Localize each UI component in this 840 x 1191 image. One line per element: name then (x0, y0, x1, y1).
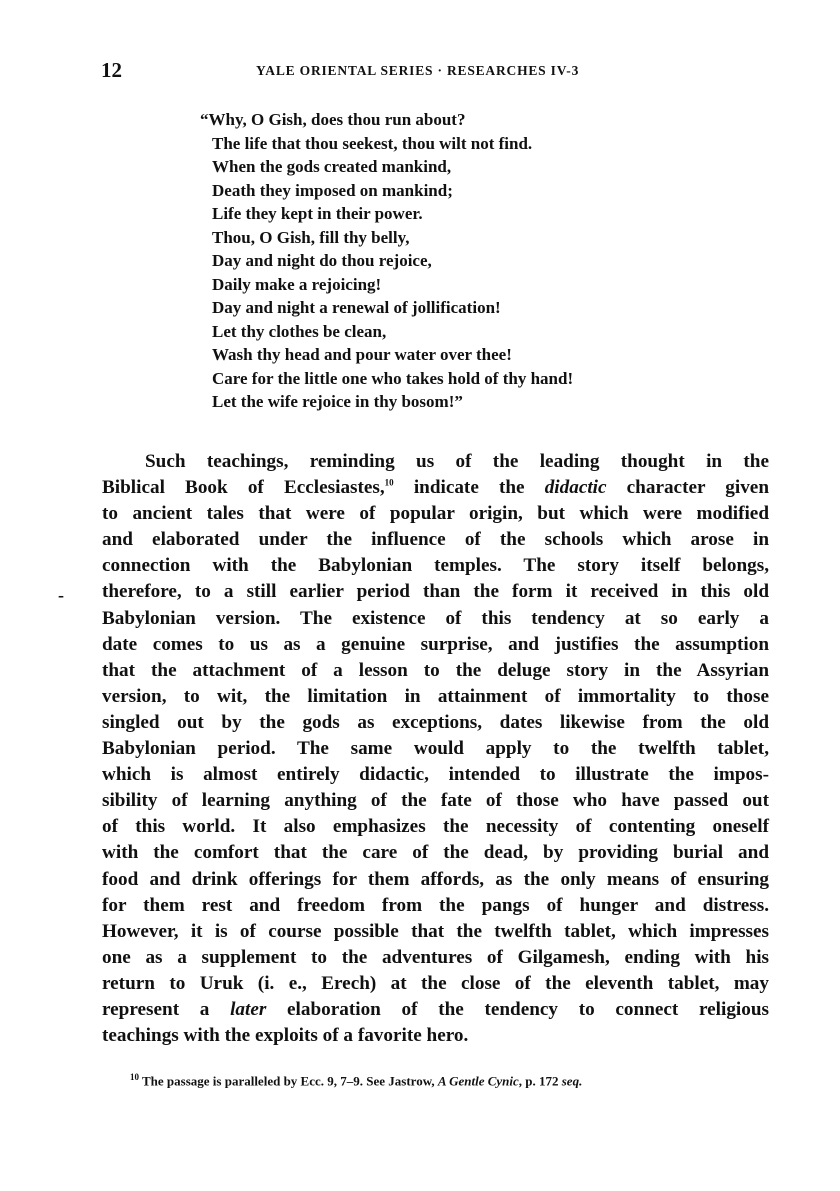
emphasis: didactic (544, 477, 607, 499)
poem-quotation (200, 108, 574, 414)
body-line: represent a later elaboration of the tendency to connect religious (102, 998, 769, 1020)
body-line: version, to wit, the limitation in attainment of immortality to those (102, 685, 769, 707)
body-line: However, it is of course possible that the twelfth tablet, which impresses (102, 920, 769, 942)
body-line: and elaborated under the influence of the schools which arose in (102, 529, 769, 551)
poem-line: Daily make a rejoicing! (212, 274, 382, 294)
body-line: that the attachment of a lesson to the deluge story in the Assyrian (102, 659, 769, 681)
running-head: YALE ORIENTAL SERIES · RESEARCHES IV-3 (256, 63, 580, 78)
page-number: 12 (101, 58, 122, 82)
poem-line: “Why, O Gish, does thou run about? (200, 110, 466, 129)
poem-line: The life that thou seekest, thou wilt not find. (212, 133, 533, 153)
body-line: teachings with the exploits of a favorite hero. (102, 1025, 469, 1047)
body-line: Babylonian version. The existence of this tendency at so early a (102, 607, 769, 629)
body-paragraph (102, 449, 769, 1049)
body-line: which is almost entirely didactic, intended to illustrate the impos- (102, 764, 769, 786)
body-line: for them rest and freedom from the pangs of hunger and distress. (102, 894, 769, 916)
poem-line: Thou, O Gish, fill thy belly, (212, 227, 410, 247)
body-line: return to Uruk (i. e., Erech) at the close of the eleventh tablet, may (102, 972, 769, 994)
body-line: Biblical Book of Ecclesiastes,$^{10}$ indicate the didactic character given (102, 477, 769, 499)
body-line: food and drink offerings for them affords, as the only means of ensuring (102, 868, 769, 890)
body-line: therefore, to a still earlier period than the form it received in this old (102, 581, 769, 603)
body-line: singled out by the gods as exceptions, dates likewise from the old (102, 711, 769, 733)
book-title: A Gentle Cynic (437, 1073, 519, 1089)
poem-line: Life they kept in their power. (212, 204, 423, 223)
footnote-number: 10 (130, 1072, 139, 1082)
margin-mark: - (58, 585, 64, 605)
poem-line: Care for the little one who takes hold of thy hand! (212, 368, 574, 388)
body-line: connection with the Babylonian temples. The story itself belongs, (102, 555, 769, 577)
poem-line: Death they imposed on mankind; (212, 180, 453, 200)
body-line: sibility of learning anything of the fate of those who have passed out (102, 790, 769, 812)
body-line: to ancient tales that were of popular origin, but which were modified (102, 503, 769, 525)
poem-line: Let thy clothes be clean, (212, 321, 387, 341)
poem-line: Let the wife rejoice in thy bosom!” (212, 392, 463, 411)
footnote-reference[interactable]: 10 (384, 477, 394, 488)
body-line: Babylonian period. The same would apply to the twelfth tablet, (102, 738, 769, 760)
emphasis: later (230, 998, 267, 1020)
poem-line: Wash thy head and pour water over thee! (212, 345, 512, 364)
body-line: with the comfort that the care of the dead, by providing burial and (102, 842, 769, 864)
body-line: one as a supplement to the adventures of Gilgamesh, ending with his (102, 946, 769, 968)
body-line: Such teachings, reminding us of the leading thought in the (145, 451, 769, 472)
poem-line: When the gods created mankind, (212, 157, 452, 176)
footnote: $^{10}$ The passage is paralleled by Ecc. 9, 7–9. See Jastrow, A Gentle Cynic, p. 172 seq. (130, 1072, 583, 1089)
poem-line: Day and night do thou rejoice, (212, 251, 432, 270)
body-line: of this world. It also emphasizes the necessity of contenting oneself (102, 816, 769, 838)
body-line: date comes to us as a genuine surprise, and justifies the assumption (102, 633, 769, 655)
poem-line: Day and night a renewal of jollification! (212, 298, 501, 317)
